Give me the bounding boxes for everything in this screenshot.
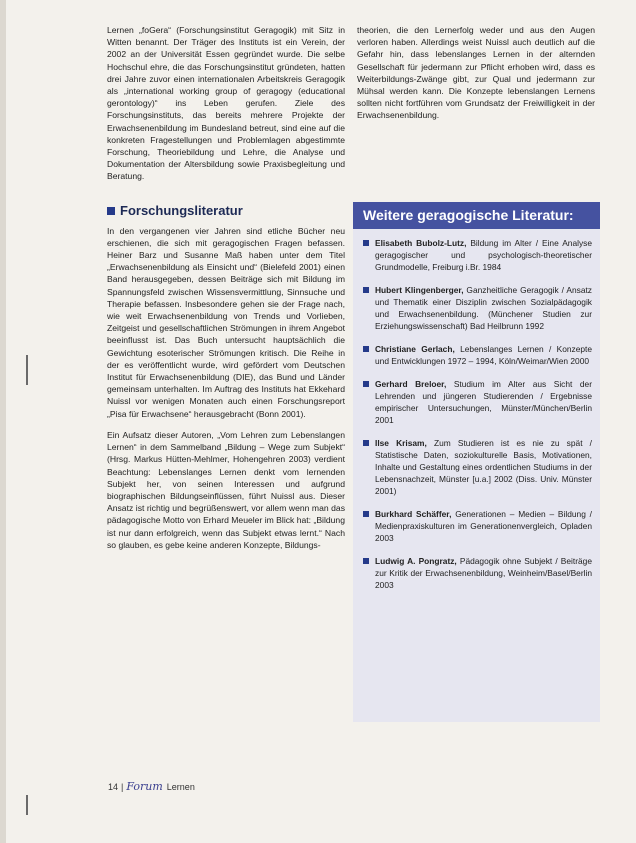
square-bullet-icon bbox=[363, 440, 369, 446]
square-bullet-icon bbox=[363, 287, 369, 293]
literature-author: Ludwig A. Pongratz, bbox=[375, 556, 457, 566]
page-number: 14 bbox=[108, 781, 119, 792]
square-bullet-icon bbox=[363, 240, 369, 246]
section-heading bbox=[107, 203, 345, 219]
literature-text: Generationen – Medien – Bildung / Medienpraxiskulturen im Generationenvergleich, Opladen 2003 bbox=[375, 509, 592, 543]
page-binding-edge bbox=[0, 0, 6, 843]
square-bullet-icon bbox=[363, 511, 369, 517]
literature-text: Studium im Alter aus Sicht der Lehrenden und jüngeren Studierenden / Ergebnisse empirischer Untersuchungen, Münster/München/Berlin 2001 bbox=[375, 379, 592, 425]
footer-section-label: Lernen bbox=[166, 781, 195, 792]
literature-text: Ganzheitliche Geragogik / Ansatz und Thematik einer Disziplin zwischen Sozialpädagogik und Erwachsenenbildung. (Münchener Studien zur Erziehungswissenschaft) Bad Heilbrunn 1992 bbox=[375, 285, 592, 331]
body-paragraph: Ein Aufsatz dieser Autoren, „Vom Lehren zum Lebenslangen Lernen“ in dem Sammelband „Bildung – Wege zum Subjekt“ (Hrsg. Markus Hütten-Mehlmer, Hohengehren 2003) verdient Beachtung: Lebenslanges Lernen denkt vom lernenden Subjekt her, von seinen Interessen und aufgrund biographischen Bildungseinflüssen, führt Nuissl aus. Dieser Ansatz ist richtig und begrüßenswert, vor allem wenn man das pädagogische Motto von Erhard Meueler im Blick hat: „Bildung ist nur dann erfolgreich, wenn das Subjekt etwas lernt.“ Nach so glauben, es gebe keine anderen Konzepte, Bildungs- bbox=[107, 429, 345, 550]
literature-text: Zum Studieren ist es nie zu spät / Statistische Daten, soziokulturelle Basis, Motivationen, Inhalte und Gestaltung eines ordentlichen Studiums in der Lebensnachzeit, Münster [u.a.] 2002 (Diss. Univ. Münster 2001) bbox=[375, 438, 592, 496]
literature-text: Pädagogik ohne Subjekt / Beiträge zur Kritik der Erwachsenenbildung, Weinheim/Basel/Berlin 2003 bbox=[375, 556, 592, 590]
literature-text: Bildung im Alter / Eine Analyse geragogischer und psychologisch-theoretischer Grundmodelle, Freiburg i.Br. 1984 bbox=[375, 238, 592, 272]
square-bullet-icon bbox=[107, 207, 115, 215]
section-heading-text: Forschungsliteratur bbox=[120, 202, 243, 218]
list-item bbox=[363, 284, 592, 332]
literature-text: Lebenslanges Lernen / Konzepte und Entwicklungen 1972 – 1994, Köln/Weimar/Wien 2000 bbox=[375, 344, 592, 366]
list-item bbox=[363, 237, 592, 273]
list-item bbox=[363, 555, 592, 591]
list-item bbox=[363, 378, 592, 426]
left-column bbox=[107, 24, 345, 560]
square-bullet-icon bbox=[363, 346, 369, 352]
list-item bbox=[363, 508, 592, 544]
square-bullet-icon bbox=[363, 558, 369, 564]
literature-author: Gerhard Breloer, bbox=[375, 379, 447, 389]
literature-author: Hubert Klingenberger, bbox=[375, 285, 464, 295]
body-paragraph: In den vergangenen vier Jahren sind etliche Bücher neu erschienen, die sich mit geragogischen Fragen befassen. Heiner Barz und Susanne Maß haben unter dem Titel „Erwachsenenbildung als Einsicht und“ (Bielefeld 2001) einen Band herausgegeben, dessen Beiträge sich mit Bildung im Spannungsfeld zwischen Wissensvermittlung, Sinnsuche und Therapie befassen. Insbesondere gehen sie der Frage nach, wie weit Erwachsenenbildung von Trends und Vorlieben, Zeitgeist und gesellschaftlichen Strömungen in ihrem Angebot beeinflusst ist. Das Buch untersucht hauptsächlich die Gewichtung esoterischer Strömungen kritisch. Die Reihe in der es veröffentlicht wurde, wird gefördert vom Deutschen Institut für Erwachsenenbildung (DIE), das Bund und Länder gemeinsam unterhalten. Im Auftrag des Instituts hat Ekkehard Nuissl vor wenigen Monaten auch einen Forschungsreport „Pisa für Erwachsene“ herausgebracht (Bonn 2001). bbox=[107, 225, 345, 419]
list-item bbox=[363, 343, 592, 367]
intro-paragraph: Lernen „foGera“ (Forschungsinstitut Geragogik) mit Sitz in Witten benannt. Der Träger des Instituts ist ein Verein, der 2002 an der Universität Essen gegründet wurde. Die selbe Hochschul ehre, die das Forschungsinstitut gründeten, hatten drei Jahre zuvor einen internationalen Arbeitskreis Geragogik als „international working group of geragogy (educational gerontology)“ ins Leben gerufen. Ziele des Forschungsinstituts, das bereits mehrere Projekte der Erwachsenenbildung im Bundesland betreut, sind eine auf die konkreten Fragestellungen und Problemlagen abgestimmte Forschung, Theoriebildung und Lehre, die Analyse und Dokumentation der Altersbildung sowie Praxisbegleitung und Beratung. bbox=[107, 25, 345, 182]
list-item bbox=[363, 437, 592, 497]
square-bullet-icon bbox=[363, 381, 369, 387]
magazine-logo: Forum bbox=[126, 780, 163, 793]
footer-separator: | bbox=[121, 781, 124, 792]
literature-author: Christiane Gerlach, bbox=[375, 344, 455, 354]
literature-list bbox=[353, 229, 600, 591]
sidebar-title: Weitere geragogische Literatur: bbox=[353, 202, 600, 229]
literature-author: Elisabeth Bubolz-Lutz, bbox=[375, 238, 467, 248]
body-paragraph: theorien, die den Lernerfolg weder und aus den Augen verloren haben. Allerdings weist Nuissl auch deutlich auf die Gefahr hin, dass lebenslanges Lernen in der alternden Gesellschaft für jedermann zur Pflicht erhoben wird, dass es Weiterbildungs-Zwänge gibt, zur Qual und jedermann zur Mühsal werden kann. Die Konzepte lebenslangen Lernens sollten nicht fortführen vom Grundsatz der Freiwilligkeit in der Erwachsenenbildung. bbox=[357, 25, 595, 121]
margin-mark bbox=[26, 355, 28, 385]
right-column bbox=[357, 24, 595, 131]
literature-author: Ilse Krisam, bbox=[375, 438, 427, 448]
literature-author: Burkhard Schäffer, bbox=[375, 509, 452, 519]
margin-mark bbox=[26, 795, 28, 815]
page-footer bbox=[108, 780, 195, 793]
literature-sidebar bbox=[353, 202, 600, 722]
